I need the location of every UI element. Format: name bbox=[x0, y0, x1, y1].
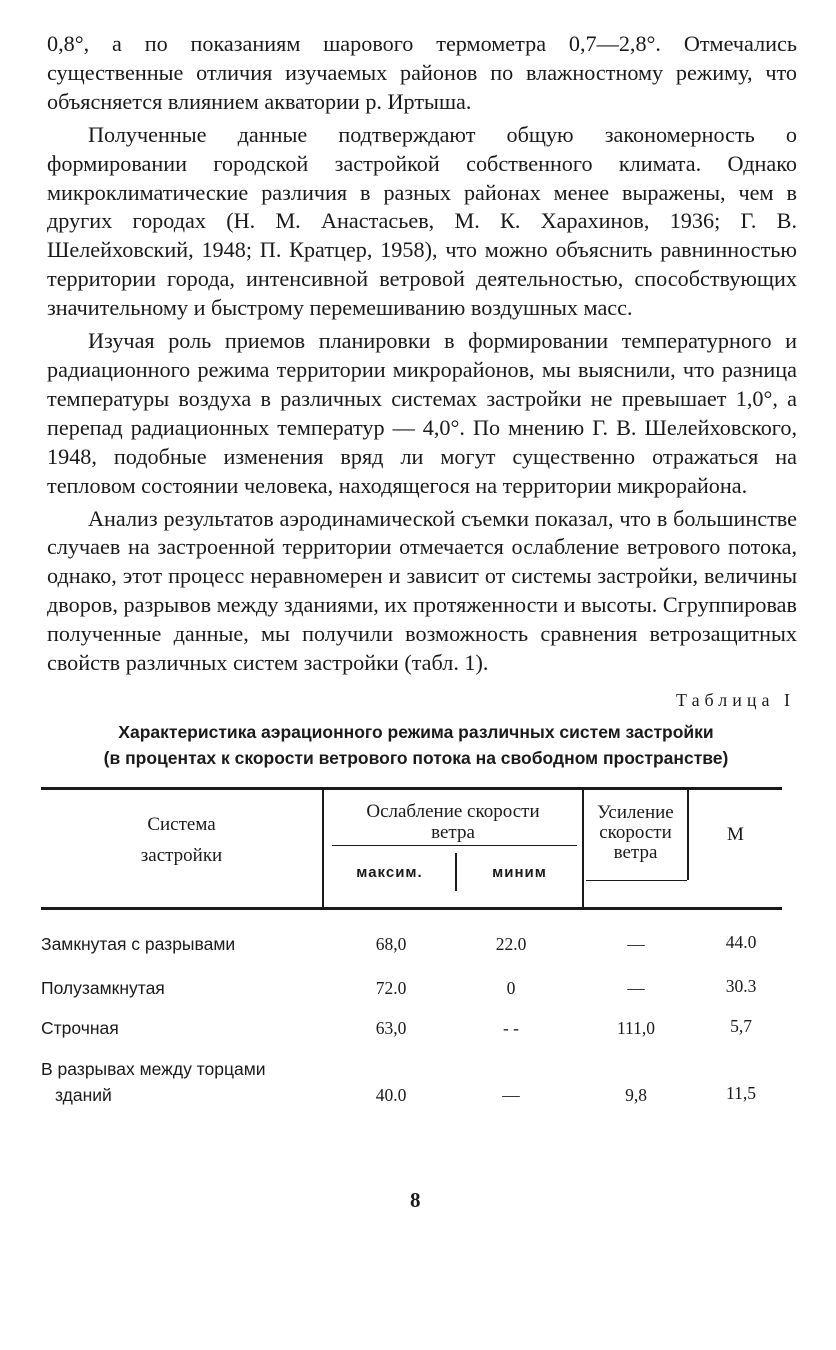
row-3-min: - - bbox=[502, 1017, 520, 1038]
row-2-label: Полузамкнутая bbox=[41, 977, 165, 998]
row-2-max: 72.0 bbox=[375, 977, 407, 998]
header-m: М bbox=[727, 823, 744, 845]
page-number: 8 bbox=[410, 1188, 421, 1212]
row-4-max: 40.0 bbox=[375, 1084, 407, 1105]
header-sub-rule bbox=[332, 845, 577, 847]
header-weakening bbox=[324, 801, 582, 843]
row-4-min: — bbox=[502, 1084, 520, 1105]
table-title-line1: Характеристика аэрационного режима различных систем застройки bbox=[118, 721, 714, 742]
paragraph-2: Полученные данные подтверждают общую закономерность о формировании городской застройкой собственного климата. Однако микроклиматические различия в разных районах менее выражены, чем в других городах (Н. М. Анастасьев, М. К. Харахинов, 1936; Г. В. Шелейховский, 1948; П. Кратцер, 1958), что можно объяснить равнинностью территории города, интенсивной ветровой деятельностью, способствующих значительному и быстрому перемешиванию воздушных масс. bbox=[47, 121, 797, 321]
table-title-line2: (в процентах к скорости ветрового потока на свободном пространстве) bbox=[103, 747, 729, 768]
paragraph-4: Анализ результатов аэродинамической съемки показал, что в большинстве случаев на застроенной территории отмечается ослабление ветрового потока, однако, этот процесс неравномерен и зависит от системы застройки, величины дворов, разрывов между зданиями, их протяженности и высоты. Сгруппировав полученные данные, мы получили возможность сравнения ветрозащитных свойств различных систем застройки (табл. 1). bbox=[47, 505, 797, 676]
table-top-rule bbox=[41, 787, 782, 790]
row-3-label: Строчная bbox=[41, 1017, 119, 1038]
header-gain-rule bbox=[586, 880, 687, 882]
header-gain-line2: скорости bbox=[599, 821, 672, 843]
row-1-gain: — bbox=[627, 933, 645, 954]
paragraph-3: Изучая роль приемов планировки в формировании температурного и радиационного режима территории микрорайонов, мы выяснили, что разница температуры воздуха в различных системах застройки не превышает 1,0°, а перепад радиационных температур — 4,0°. По мнению Г. В. Шелейховского, 1948, подобные изменения вряд ли могут существенно отражаться на тепловом состоянии человека, находящегося на территории микрорайона. bbox=[47, 328, 797, 498]
row-4-m: 11,5 bbox=[726, 1082, 756, 1103]
row-1-m: 44.0 bbox=[725, 931, 757, 952]
header-gain-line1: Усиление bbox=[597, 801, 674, 823]
row-1-max: 68,0 bbox=[375, 933, 407, 954]
header-gain-line3: ветра bbox=[613, 841, 658, 863]
table-header-rule bbox=[41, 907, 782, 910]
header-gain bbox=[584, 803, 687, 863]
header-system-line1: Система bbox=[147, 813, 216, 835]
row-3-gain: 111,0 bbox=[616, 1017, 656, 1038]
header-system-line2: застройки bbox=[140, 844, 223, 866]
row-4-gain: 9,8 bbox=[625, 1084, 647, 1105]
row-2-min: 0 bbox=[506, 977, 516, 998]
header-weakening-line2: ветра bbox=[431, 821, 475, 843]
page-content bbox=[41, 30, 797, 1105]
row-2-gain: — bbox=[627, 977, 645, 998]
row-1-min: 22.0 bbox=[495, 933, 527, 954]
header-max: максим. bbox=[356, 863, 423, 881]
header-min: миним bbox=[492, 863, 547, 881]
header-system bbox=[41, 813, 322, 867]
table-title bbox=[41, 719, 791, 771]
row-2-m: 30.3 bbox=[725, 975, 757, 996]
row-4-label-cont: зданий bbox=[55, 1084, 112, 1105]
header-weakening-line1: Ослабление скорости bbox=[366, 800, 540, 822]
row-1-label: Замкнутая с разрывами bbox=[41, 933, 236, 954]
paragraph-1: 0,8°, а по показаниям шарового термометра 0,7—2,8°. Отмечались существенные отличия изучаемых районов по влажностному режиму, что объясняется влиянием акватории р. Иртыша. bbox=[47, 31, 797, 114]
row-3-max: 63,0 bbox=[375, 1017, 407, 1038]
row-3-m: 5,7 bbox=[730, 1015, 752, 1036]
table-label: Таблица I bbox=[676, 689, 795, 710]
row-4-label: В разрывах между торцами bbox=[41, 1058, 266, 1079]
data-table bbox=[41, 787, 785, 1105]
